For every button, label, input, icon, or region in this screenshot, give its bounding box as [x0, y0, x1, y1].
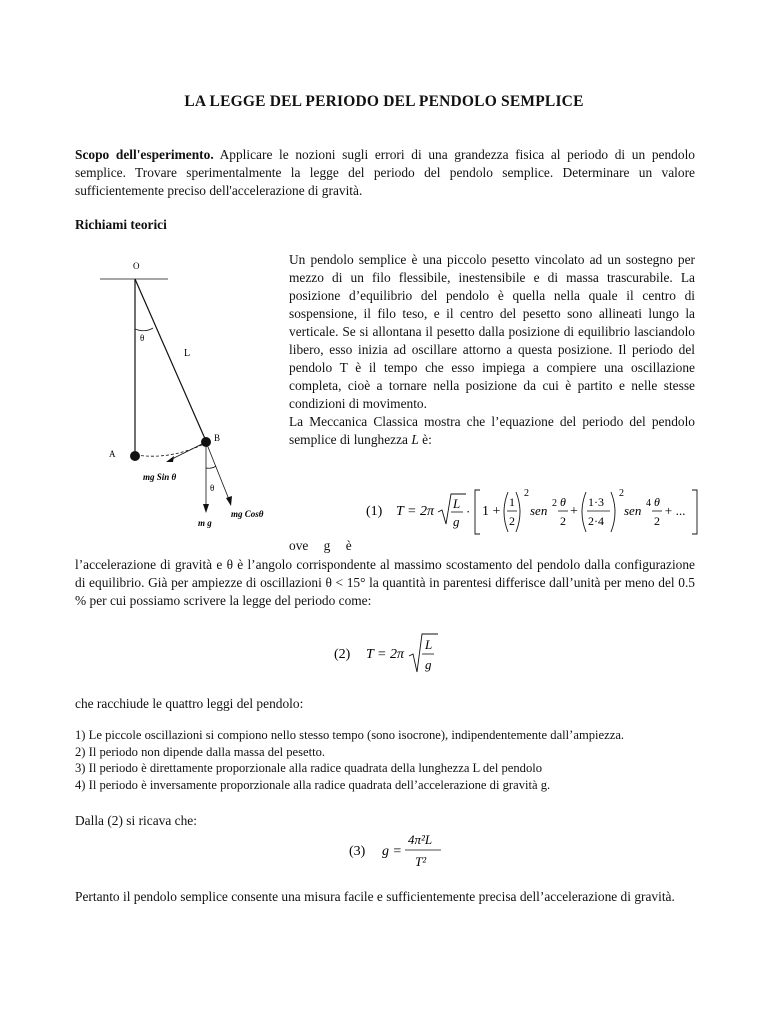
eq1-plus: + [570, 504, 578, 519]
label-O: O [133, 261, 140, 271]
leggi-intro: che racchiude le quattro leggi del pendolo: [75, 696, 304, 711]
continuation-paragraph: l’accelerazione di gravità e θ è l’angolo corrispondente al massimo scostamento del pendolo dalla configurazione di equilibrio. Già per ampiezze di oscillazioni θ < 15° la quantità in parentesi differisce dall’unità per meno del 0.5 % per cui possiamo scrivere la legge del periodo come: [75, 557, 695, 608]
richiami-heading: Richiami teorici [75, 217, 167, 232]
eq1-exp4: 4 [646, 498, 651, 509]
label-A: A [109, 449, 116, 459]
dalla-text: Dalla (2) si ricava che: [75, 813, 197, 828]
equation-1 [362, 484, 707, 538]
label-mg-cos: mg Cosθ [231, 509, 264, 519]
eq2-number: (2) [334, 647, 351, 662]
eq1-sqrt-den: g [453, 514, 460, 529]
page-title: LA LEGGE DEL PERIODO DEL PENDOLO SEMPLICE [184, 93, 584, 110]
eq2-den: g [425, 657, 432, 672]
eq3-den: T² [415, 854, 427, 869]
label-mg: m g [198, 518, 212, 528]
eq1-term1: 1 + [482, 504, 501, 519]
eq3-number: (3) [349, 844, 366, 859]
svg-text:·: · [466, 504, 471, 519]
meccanica-text-b: è: [418, 432, 432, 447]
eq1-number: (1) [366, 504, 383, 519]
pendulum-diagram [100, 255, 285, 535]
eq2-lhs: T = 2π [366, 647, 404, 662]
label-theta-top: θ [140, 333, 145, 343]
label-mg-sin: mg Sin θ [143, 472, 177, 482]
eq1-f1-num: 1 [509, 495, 515, 509]
list-item: 3) Il periodo è direttamente proporzionale alla radice quadrata della lunghezza L del pendolo [75, 761, 543, 775]
eq1-f1-den: 2 [509, 514, 515, 528]
eq3-lhs: g = [382, 844, 402, 859]
equation-3 [345, 826, 455, 874]
label-B: B [214, 433, 221, 443]
label-theta-bottom: θ [210, 483, 215, 493]
intro-paragraph [289, 251, 695, 449]
scopo-label: Scopo dell'esperimento. [75, 147, 214, 162]
eq1-exp2-a: 2 [524, 488, 529, 499]
eq1-sqrt-num: L [453, 496, 461, 511]
equation-2 [330, 628, 450, 680]
eq1-theta-num-b: θ [654, 495, 660, 509]
ove-text: ove g è [289, 538, 352, 553]
eq2-num: L [425, 637, 433, 652]
leggi-list [75, 727, 715, 793]
list-item: 4) Il periodo è inversamente proporzionale alla radice quadrata dell’accelerazione di gravità g. [75, 777, 551, 792]
eq1-lhs: T = 2π [396, 504, 434, 519]
eq1-sen4: sen [624, 503, 642, 518]
intro-text: Un pendolo semplice è una piccolo pesetto vincolato ad un sostegno per mezzo di un filo flessibile, inestensibile e di massa trascurabile. La posizione d’equilibrio del pendolo è quella nella quale il centro di sospensione, il filo teso, e il centro del pesetto sono allineati lungo la verticale. Se si allontana il pesetto dalla posizione di equilibrio lasciandolo libero, esso inizia ad oscillare attorno a questa posizione. Il periodo del pendolo T è il tempo che esso impiega a compiere una oscillazione completa, cioè a tornare nella posizione da cui è partito e nelle stesse condizioni di movimento. [289, 252, 695, 411]
eq3-num: 4π²L [408, 832, 433, 847]
conclusion-paragraph: Pertanto il pendolo semplice consente una misura facile e sufficientemente precisa dell’accelerazione di gravità. [75, 889, 675, 904]
eq1-f2-num: 1·3 [588, 495, 604, 509]
eq1-theta-den-a: 2 [560, 514, 566, 528]
scopo-text: Applicare le nozioni sugli errori di una grandezza fisica al periodo di un pendolo semplice. Trovare sperimentalmente la legge del periodo del pendolo semplice. Determinare un valore sufficientemente preciso dell'accelerazione di gravità. [75, 147, 695, 198]
list-item: 2) Il periodo non dipende dalla massa del pesetto. [75, 744, 326, 759]
eq1-theta-den-b: 2 [654, 514, 660, 528]
list-item: 1) Le piccole oscillazioni si compiono nello stesso tempo (sono isocrone), indipendentemente dall’ampiezza. [75, 728, 625, 742]
eq1-exp2-b: 2 [552, 498, 557, 509]
label-L: L [184, 348, 191, 359]
eq1-exp2-c: 2 [619, 488, 624, 499]
meccanica-L: L [411, 432, 419, 447]
eq1-sen2: sen [530, 503, 548, 518]
scopo-paragraph [75, 146, 695, 200]
meccanica-text-a: La Meccanica Classica mostra che l’equazione del periodo del pendolo semplice di lunghezza [289, 414, 695, 447]
eq1-f2-den: 2·4 [588, 514, 604, 528]
eq1-tail: + ... [664, 503, 686, 518]
eq1-theta-num-a: θ [560, 495, 566, 509]
